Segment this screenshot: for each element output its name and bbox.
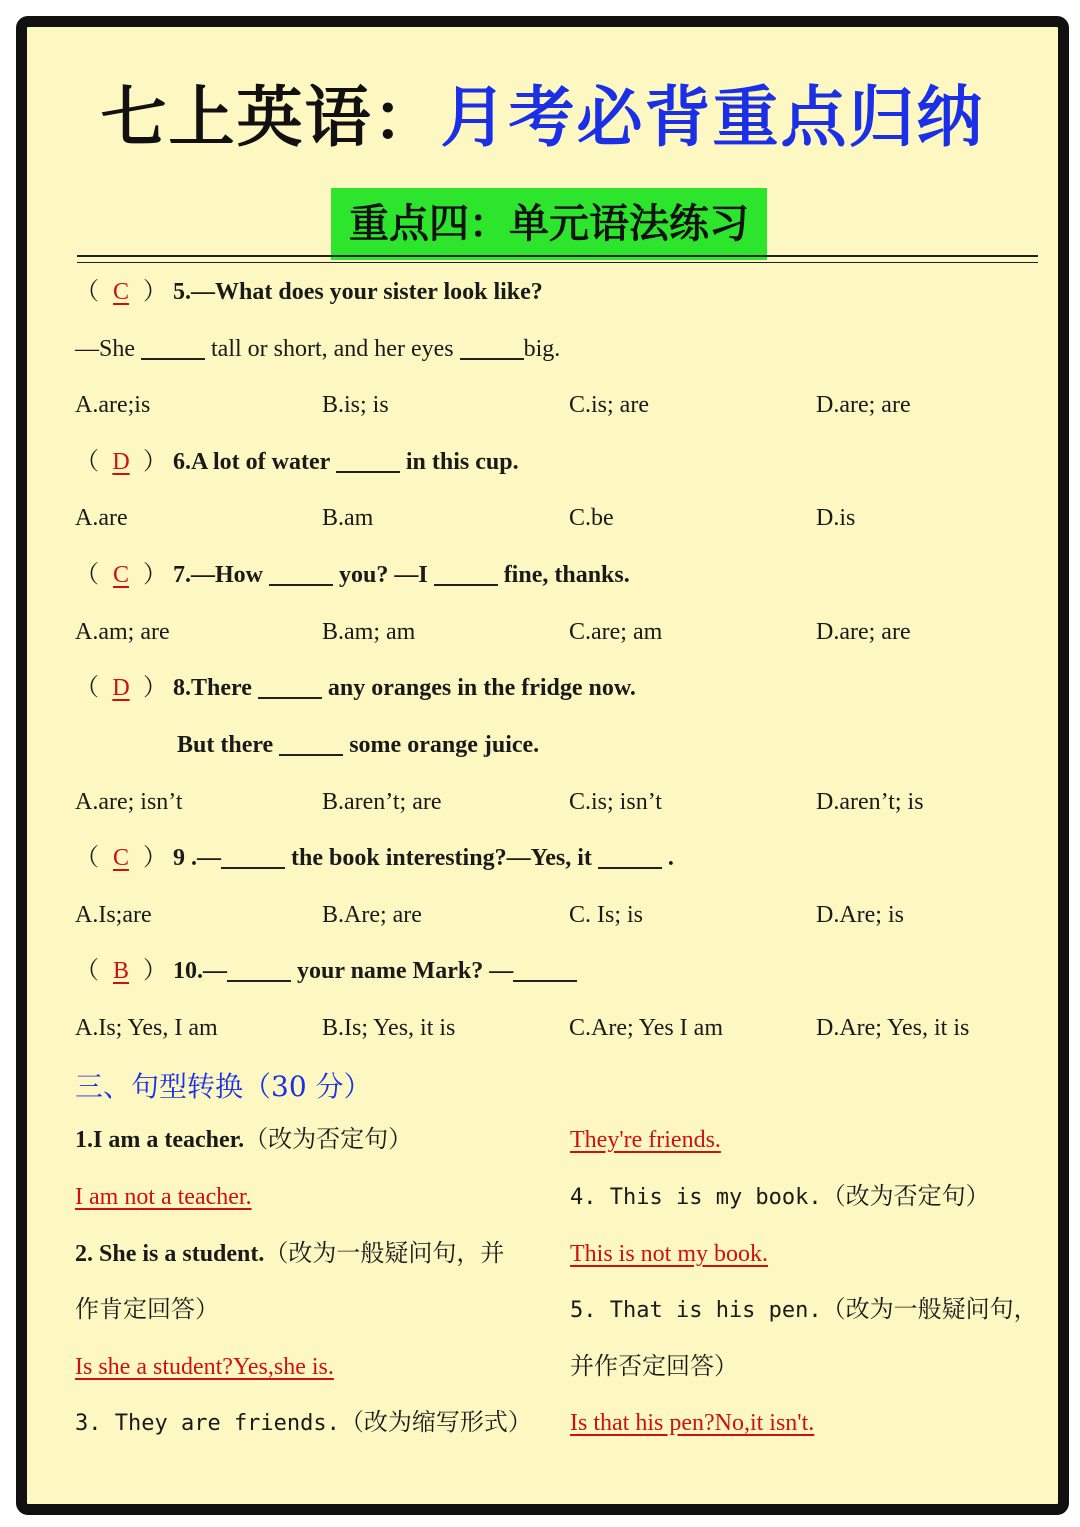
- blank: [434, 562, 498, 586]
- option-c: C.Are; Yes I am: [569, 1015, 723, 1041]
- sentence-1: [75, 1125, 412, 1155]
- blank: [221, 845, 285, 869]
- text: （改为缩写形式）: [339, 1410, 532, 1436]
- text: in this cup.: [405, 449, 519, 475]
- blank: [513, 958, 577, 982]
- text: 5. That is his pen.: [570, 1298, 822, 1323]
- question-5-stem: 5.—What does your sister look like?: [173, 279, 543, 305]
- text: any oranges in the fridge now.: [327, 675, 636, 701]
- question-10: （ B ） 10.— your name Mark? —: [75, 956, 577, 986]
- sentence-3: [75, 1408, 532, 1439]
- option-c: C.is; isn’t: [569, 789, 662, 815]
- sentence-2: [75, 1239, 504, 1269]
- text: your name Mark? —: [297, 958, 514, 984]
- question-8: （ D ） 8.There any oranges in the fridge now.: [75, 675, 636, 701]
- option-b: B.is; is: [322, 392, 389, 418]
- text: 4. This is my book.: [570, 1185, 822, 1210]
- text: （改为否定句）: [821, 1184, 990, 1210]
- option-a: A.are; isn’t: [75, 789, 183, 815]
- option-b: B.am; am: [322, 619, 416, 645]
- text: tall or short, and her eyes: [211, 336, 454, 362]
- worksheet-page: [16, 16, 1069, 1515]
- text: some orange juice.: [349, 732, 540, 758]
- answer-8: D: [112, 675, 130, 701]
- text: 1.I am a teacher.: [75, 1127, 245, 1153]
- blank: [269, 562, 333, 586]
- option-b: B.am: [322, 505, 374, 531]
- title-part1: 七上英语：: [100, 79, 441, 156]
- answer-sentence-3: They're friends.: [570, 1127, 721, 1153]
- text: 9 .—: [173, 845, 221, 871]
- answer-sentence-4: This is not my book.: [570, 1241, 769, 1267]
- text: you? —I: [339, 562, 428, 588]
- option-a: A.am; are: [75, 619, 170, 645]
- text: —She: [75, 336, 135, 362]
- option-d: D.are; are: [816, 619, 911, 645]
- text: 10.—: [173, 958, 227, 984]
- sentence-5-cont: 并作否定回答）: [570, 1354, 738, 1380]
- blank: [227, 958, 291, 982]
- text: .: [667, 845, 674, 871]
- text: 3. They are friends.: [75, 1411, 340, 1436]
- question-9: （ C ） 9 .— the book interesting?—Yes, it .: [75, 845, 674, 871]
- text: （改为否定句）: [244, 1127, 413, 1153]
- option-d: D.aren’t; is: [816, 789, 924, 815]
- option-a: A.Is;are: [75, 902, 152, 928]
- text: But there: [177, 732, 274, 758]
- question-5-line2: [75, 334, 560, 364]
- section-subtitle: 重点四：单元语法练习: [331, 188, 767, 260]
- question-8-line2: [177, 730, 539, 760]
- sentence-4: [570, 1182, 990, 1213]
- option-d: D.is: [816, 505, 856, 531]
- option-d: D.Are; Yes, it is: [816, 1015, 970, 1041]
- question-5: （ C ） 5.—What does your sister look like?: [75, 279, 543, 305]
- answer-sentence-2: Is she a student?Yes,she is.: [75, 1354, 334, 1380]
- blank: [141, 336, 205, 360]
- option-d: D.Are; is: [816, 902, 904, 928]
- answer-5: C: [112, 279, 129, 305]
- blank: [460, 336, 524, 360]
- text: 2. She is a student.: [75, 1241, 265, 1267]
- option-b: B.Is; Yes, it is: [322, 1015, 456, 1041]
- title-part2: 月考必背重点归纳: [440, 79, 985, 156]
- option-b: B.aren’t; are: [322, 789, 442, 815]
- blank: [279, 732, 343, 756]
- blank: [598, 845, 662, 869]
- divider-line: [77, 255, 1038, 257]
- option-c: C.be: [569, 505, 614, 531]
- text: the book interesting?—Yes, it: [291, 845, 592, 871]
- option-a: A.are: [75, 505, 128, 531]
- text: 8.There: [173, 675, 252, 701]
- text: fine, thanks.: [503, 562, 630, 588]
- text: （改为一般疑问句，并: [264, 1241, 505, 1267]
- answer-10: B: [112, 958, 129, 984]
- page-title: [27, 79, 1058, 156]
- blank: [336, 449, 400, 473]
- text: 7.—How: [173, 562, 263, 588]
- answer-9: C: [112, 845, 129, 871]
- option-a: A.Is; Yes, I am: [75, 1015, 218, 1041]
- option-c: C.are; am: [569, 619, 663, 645]
- option-a: A.are;is: [75, 392, 151, 418]
- question-7: （ C ） 7.—How you? —I fine, thanks.: [75, 562, 630, 588]
- answer-7: C: [112, 562, 129, 588]
- text: 6.A lot of water: [173, 449, 330, 475]
- section-3-heading: 三、句型转换（30 分）: [75, 1070, 372, 1103]
- divider-line: [77, 262, 1038, 263]
- text: （改为一般疑问句，: [821, 1297, 1038, 1323]
- text: big.: [523, 336, 561, 362]
- option-d: D.are; are: [816, 392, 911, 418]
- answer-6: D: [112, 449, 130, 475]
- sentence-2-cont: 作肯定回答）: [75, 1297, 219, 1323]
- option-b: B.Are; are: [322, 902, 422, 928]
- question-6: （ D ） 6.A lot of water in this cup.: [75, 449, 519, 475]
- sentence-5: [570, 1295, 1038, 1326]
- option-c: C. Is; is: [569, 902, 644, 928]
- answer-sentence-1: I am not a teacher.: [75, 1184, 252, 1210]
- blank: [258, 675, 322, 699]
- answer-sentence-5: Is that his pen?No,it isn't.: [570, 1410, 815, 1436]
- option-c: C.is; are: [569, 392, 649, 418]
